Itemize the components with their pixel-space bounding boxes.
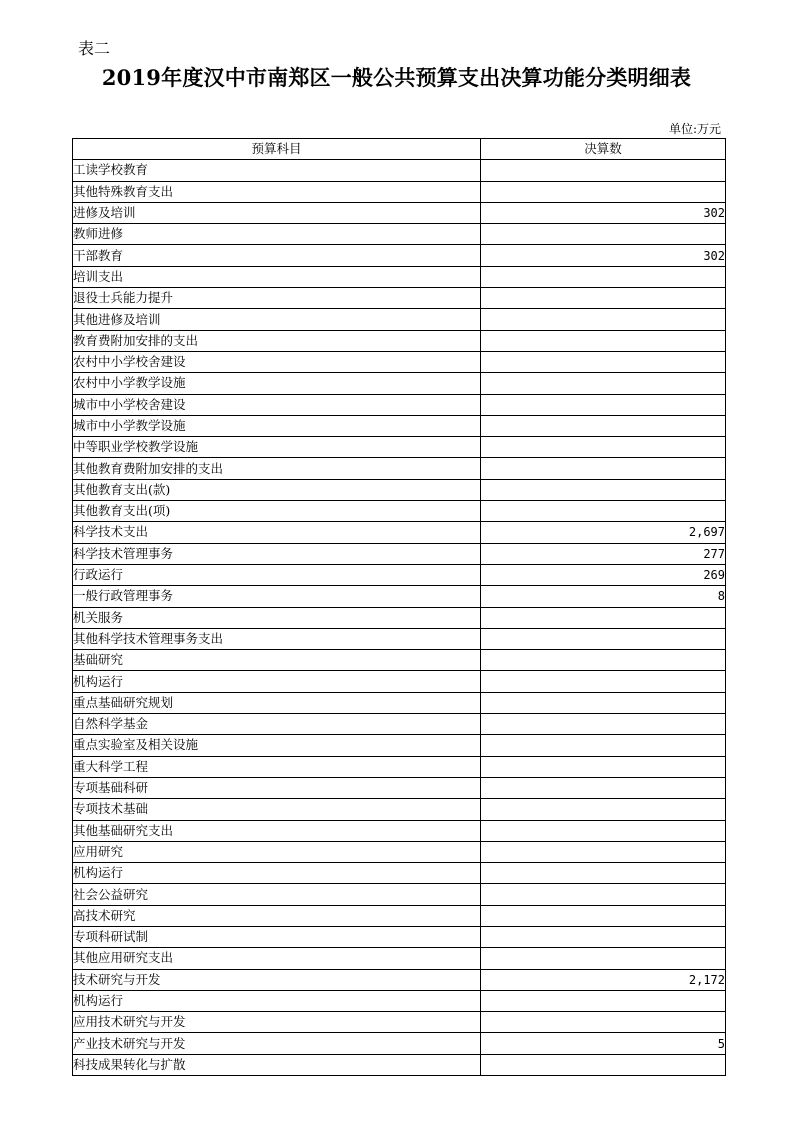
subject-cell: 其他教育支出(款) xyxy=(73,479,481,500)
table-row xyxy=(73,777,726,798)
amount-cell xyxy=(481,160,726,181)
unit-label: 单位:万元 xyxy=(668,122,721,136)
subject-cell: 其他进修及培训 xyxy=(73,309,481,330)
subject-cell: 一般行政管理事务 xyxy=(73,586,481,607)
subject-cell: 社会公益研究 xyxy=(73,884,481,905)
amount-cell xyxy=(481,479,726,500)
subject-cell: 重点基础研究规划 xyxy=(73,692,481,713)
subject-cell: 退役士兵能力提升 xyxy=(73,288,481,309)
amount-cell xyxy=(481,330,726,351)
subject-cell: 进修及培训 xyxy=(73,202,481,223)
header-subject: 预算科目 xyxy=(73,139,481,160)
subject-cell: 科技成果转化与扩散 xyxy=(73,1054,481,1075)
subject-cell: 高技术研究 xyxy=(73,905,481,926)
table-row xyxy=(73,948,726,969)
table-row xyxy=(73,969,726,990)
amount-cell xyxy=(481,1054,726,1075)
table-row xyxy=(73,373,726,394)
table-row xyxy=(73,437,726,458)
amount-cell xyxy=(481,288,726,309)
expenditure-table xyxy=(72,138,726,1076)
table-row xyxy=(73,756,726,777)
table-row xyxy=(73,841,726,862)
table-row xyxy=(73,714,726,735)
table-row xyxy=(73,394,726,415)
subject-cell: 教育费附加安排的支出 xyxy=(73,330,481,351)
amount-cell xyxy=(481,863,726,884)
document-title: 2019年度汉中市南郑区一般公共预算支出决算功能分类明细表 xyxy=(101,65,692,90)
amount-cell xyxy=(481,181,726,202)
amount-cell: 8 xyxy=(481,586,726,607)
amount-cell xyxy=(481,756,726,777)
table-row xyxy=(73,351,726,372)
table-row xyxy=(73,650,726,671)
table-row xyxy=(73,245,726,266)
table-row xyxy=(73,1033,726,1054)
table-row xyxy=(73,820,726,841)
table-row xyxy=(73,926,726,947)
table-row xyxy=(73,1054,726,1075)
subject-cell: 应用技术研究与开发 xyxy=(73,1012,481,1033)
table-row xyxy=(73,202,726,223)
subject-cell: 其他基础研究支出 xyxy=(73,820,481,841)
amount-cell xyxy=(481,884,726,905)
amount-cell xyxy=(481,415,726,436)
table-row xyxy=(73,266,726,287)
amount-cell xyxy=(481,841,726,862)
amount-cell xyxy=(481,735,726,756)
table-row xyxy=(73,522,726,543)
amount-cell xyxy=(481,948,726,969)
amount-cell xyxy=(481,714,726,735)
amount-cell: 269 xyxy=(481,564,726,585)
amount-cell xyxy=(481,650,726,671)
subject-cell: 其他特殊教育支出 xyxy=(73,181,481,202)
amount-cell xyxy=(481,224,726,245)
subject-cell: 自然科学基金 xyxy=(73,714,481,735)
amount-cell: 302 xyxy=(481,202,726,223)
subject-cell: 农村中小学教学设施 xyxy=(73,373,481,394)
subject-cell: 专项基础科研 xyxy=(73,777,481,798)
subject-cell: 技术研究与开发 xyxy=(73,969,481,990)
amount-cell xyxy=(481,309,726,330)
table-number-label: 表二 xyxy=(78,39,111,58)
amount-cell: 277 xyxy=(481,543,726,564)
amount-cell xyxy=(481,777,726,798)
table-row xyxy=(73,735,726,756)
table-row xyxy=(73,1012,726,1033)
table-row xyxy=(73,160,726,181)
table-row xyxy=(73,458,726,479)
table-row xyxy=(73,415,726,436)
table-row xyxy=(73,181,726,202)
table-row xyxy=(73,905,726,926)
table-row xyxy=(73,863,726,884)
subject-cell: 其他应用研究支出 xyxy=(73,948,481,969)
subject-cell: 农村中小学校舍建设 xyxy=(73,351,481,372)
table-row xyxy=(73,990,726,1011)
subject-cell: 教师进修 xyxy=(73,224,481,245)
table-row xyxy=(73,692,726,713)
table-header-row xyxy=(73,139,726,160)
subject-cell: 城市中小学校舍建设 xyxy=(73,394,481,415)
table-row xyxy=(73,884,726,905)
subject-cell: 其他科学技术管理事务支出 xyxy=(73,628,481,649)
amount-cell xyxy=(481,501,726,522)
amount-cell xyxy=(481,671,726,692)
subject-cell: 机关服务 xyxy=(73,607,481,628)
table-row xyxy=(73,799,726,820)
amount-cell xyxy=(481,820,726,841)
subject-cell: 其他教育支出(项) xyxy=(73,501,481,522)
amount-cell xyxy=(481,692,726,713)
subject-cell: 重点实验室及相关设施 xyxy=(73,735,481,756)
subject-cell: 基础研究 xyxy=(73,650,481,671)
subject-cell: 干部教育 xyxy=(73,245,481,266)
amount-cell: 2,697 xyxy=(481,522,726,543)
subject-cell: 科学技术管理事务 xyxy=(73,543,481,564)
subject-cell: 机构运行 xyxy=(73,671,481,692)
table-row xyxy=(73,607,726,628)
table-row xyxy=(73,628,726,649)
table-row xyxy=(73,564,726,585)
table-row xyxy=(73,288,726,309)
table-row xyxy=(73,224,726,245)
amount-cell: 5 xyxy=(481,1033,726,1054)
table-row xyxy=(73,543,726,564)
amount-cell xyxy=(481,628,726,649)
amount-cell xyxy=(481,437,726,458)
subject-cell: 机构运行 xyxy=(73,863,481,884)
subject-cell: 专项技术基础 xyxy=(73,799,481,820)
amount-cell xyxy=(481,351,726,372)
amount-cell xyxy=(481,1012,726,1033)
table-row xyxy=(73,501,726,522)
header-amount: 决算数 xyxy=(481,139,726,160)
subject-cell: 培训支出 xyxy=(73,266,481,287)
amount-cell xyxy=(481,799,726,820)
subject-cell: 中等职业学校教学设施 xyxy=(73,437,481,458)
table-row xyxy=(73,479,726,500)
amount-cell xyxy=(481,905,726,926)
subject-cell: 机构运行 xyxy=(73,990,481,1011)
table-row xyxy=(73,330,726,351)
amount-cell xyxy=(481,990,726,1011)
table-row xyxy=(73,671,726,692)
amount-cell xyxy=(481,266,726,287)
subject-cell: 科学技术支出 xyxy=(73,522,481,543)
table-body xyxy=(73,160,726,1076)
subject-cell: 专项科研试制 xyxy=(73,926,481,947)
subject-cell: 城市中小学教学设施 xyxy=(73,415,481,436)
subject-cell: 产业技术研究与开发 xyxy=(73,1033,481,1054)
subject-cell: 其他教育费附加安排的支出 xyxy=(73,458,481,479)
amount-cell xyxy=(481,373,726,394)
amount-cell xyxy=(481,607,726,628)
amount-cell: 302 xyxy=(481,245,726,266)
amount-cell xyxy=(481,394,726,415)
table-row xyxy=(73,586,726,607)
subject-cell: 行政运行 xyxy=(73,564,481,585)
subject-cell: 应用研究 xyxy=(73,841,481,862)
amount-cell xyxy=(481,458,726,479)
amount-cell: 2,172 xyxy=(481,969,726,990)
table-row xyxy=(73,309,726,330)
subject-cell: 工读学校教育 xyxy=(73,160,481,181)
amount-cell xyxy=(481,926,726,947)
subject-cell: 重大科学工程 xyxy=(73,756,481,777)
